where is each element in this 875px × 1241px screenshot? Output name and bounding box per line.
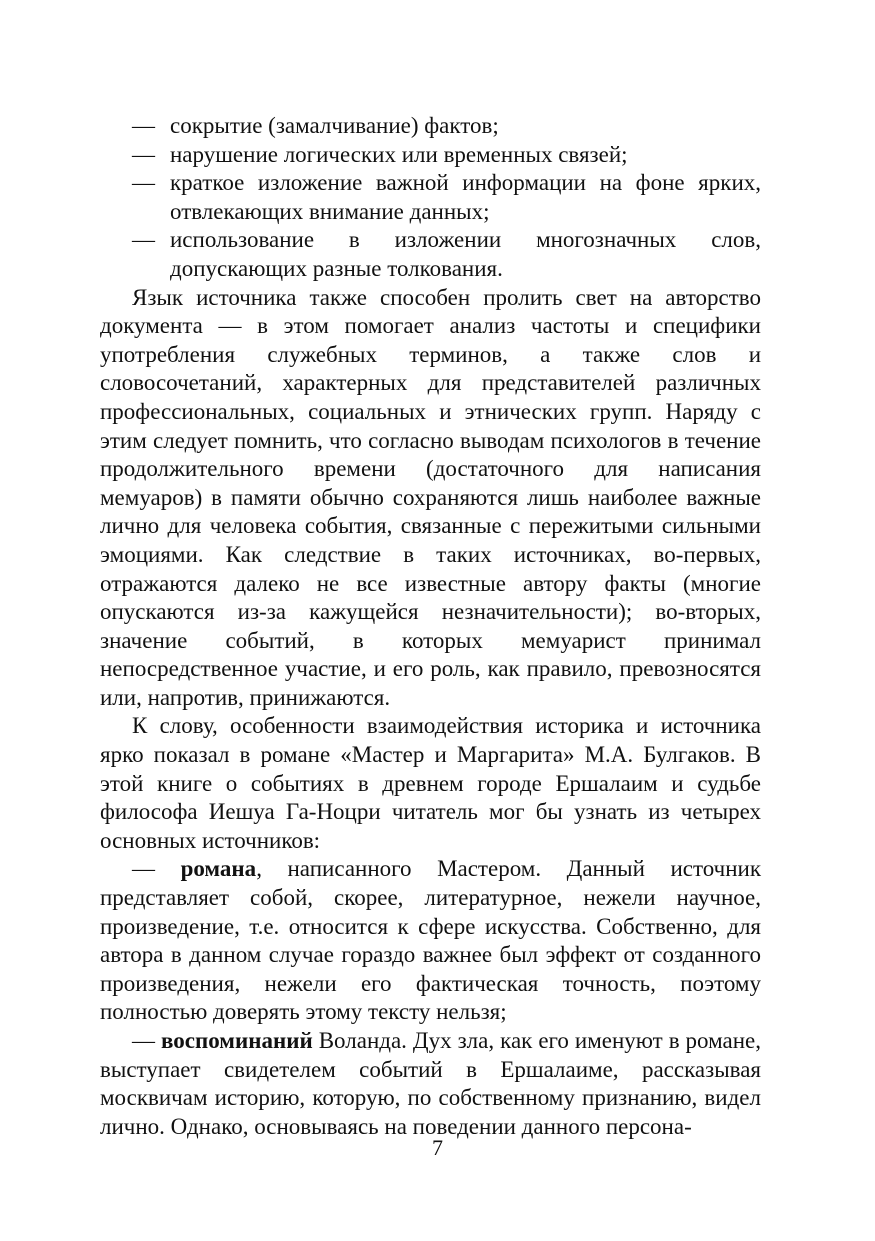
list-item [100,169,761,226]
list-dash: — [132,227,155,253]
page-number: 7 [432,1135,443,1160]
source-item-novel [100,855,761,1027]
source-text-memoirs: Воланда. Дух зла, как его именуют в романе, выступает свидетелем событий в Ершалаиме, рассказывая москвичам историю, которую, по собственному признанию, видел лично. Однако, основываясь на поведении данного персона- [100,1028,761,1139]
list-item [100,141,761,170]
source-item-memoirs [100,1027,761,1141]
paragraph-bulgakov: К слову, особенности взаимодействия историка и источника ярко показал в романе «Мастер и Маргарита» М.А. Булгаков. В этой книге о событиях в древнем городе Ершалаим и судьбе философа Иешуа Га-Ноцри читатель мог бы узнать из четырех основных источников: [100,713,761,853]
list-dash: — [132,141,155,167]
list-dash: — [132,170,155,196]
list-item [100,112,761,141]
source-term-novel: романа [180,856,257,882]
list-item-text: нарушение логических или временных связей; [170,141,628,167]
list-item-text: краткое изложение важной информации на фоне ярких, отвлекающих внимание данных; [170,170,761,224]
list-dash: — [132,113,155,138]
source-text-novel: , написанного Мастером. Данный источник представляет собой, скорее, литературное, нежели научное, произведение, т.е. относится к сфере искусства. Собственно, для автора в данном случае гораздо важнее был эффект от созданного произведения, нежели его фактическая точность, поэтому полностью доверять этому тексту нельзя; [100,856,761,1025]
list-item-text: использование в изложении многозначных слов, допускающих разные толкования. [170,227,761,281]
list-dash: — [132,856,155,882]
list-item [100,226,761,283]
source-term-memoirs: воспоминаний [161,1028,313,1053]
list-dash: — [132,1028,155,1053]
list-item-text: сокрытие (замалчивание) фактов; [170,113,499,138]
body-text [100,112,761,1141]
paragraph-language: Язык источника также способен пролить свет на авторство документа — в этом помогает анализ частоты и специфики употребления служебных терминов, а также слов и словосочетаний, характерных для представителей различных профессиональных, социальных и этнических групп. Наряду с этим следует помнить, что согласно выводам психологов в течение продолжительного времени (достаточного для написания мемуаров) в памяти обычно сохраняются лишь наиболее важные лично для человека события, связанные с пережитыми сильными эмоциями. Как следствие в таких источниках, во-первых, отражаются далеко не все известные автору факты (многие опускаются из-за кажущейся незначительности); во-вторых, значение событий, в которых мемуарист принимал непосредственное участие, и его роль, как правило, превозносятся или, напротив, принижаются. [100,284,761,710]
